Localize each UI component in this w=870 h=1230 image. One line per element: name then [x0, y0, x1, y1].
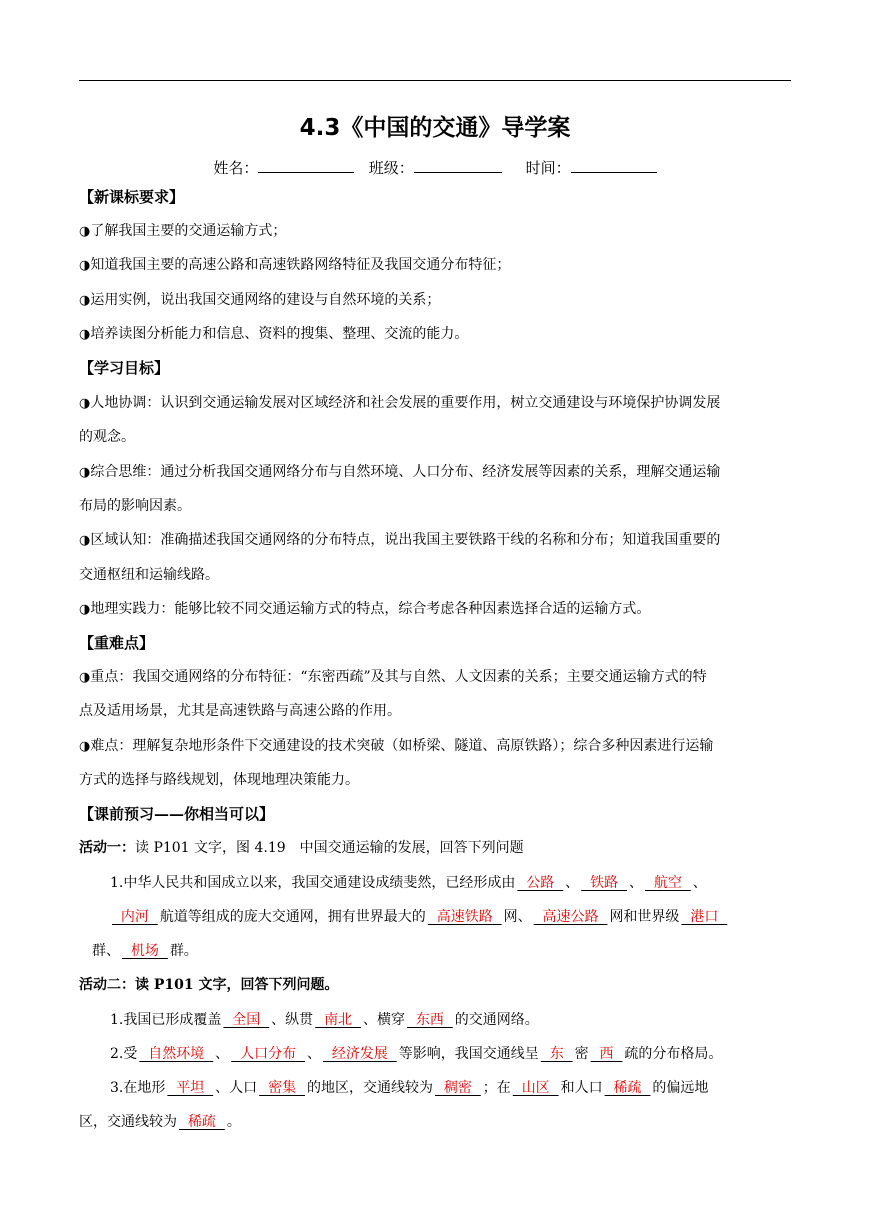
section-heading-keypoints: 【重难点】	[79, 634, 155, 652]
answer-blank: 港口	[681, 909, 728, 925]
bullet-icon: ◑	[79, 327, 91, 342]
separator: 、	[215, 1046, 230, 1062]
activity-one-q1-line1	[110, 872, 830, 894]
answer-blank: 南北	[315, 1012, 361, 1028]
activity-one-heading	[79, 837, 799, 859]
goal-text-cont: 布局的影响因素。	[79, 498, 191, 514]
question-text: 3.在地形	[110, 1080, 166, 1096]
activity-two-heading: 活动二：读 P101 文字，回答下列问题。	[79, 977, 339, 993]
answer-blank: 西	[590, 1046, 623, 1062]
class-label: 班级：	[368, 159, 414, 177]
name-blank[interactable]	[258, 156, 354, 173]
question-text: 网、	[503, 909, 532, 925]
question-text: 疏的分布格局。	[624, 1046, 723, 1062]
activity-two-q2	[110, 1043, 830, 1065]
answer-blank: 东西	[406, 1012, 453, 1028]
keypoint-item	[79, 735, 799, 758]
bullet-icon: ◑	[79, 533, 91, 548]
question-text: 航道等组成的庞大交通网，拥有世界最大的	[159, 909, 426, 925]
answer-blank: 东	[540, 1046, 573, 1062]
question-text: 密	[574, 1046, 589, 1062]
activity-one-label: 活动一：	[79, 840, 135, 856]
goal-text: 人地协调：认识到交通运输发展对区域经济和社会发展的重要作用，树立交通建设与环境保护协调发展	[90, 395, 721, 411]
separator: 、	[306, 1046, 321, 1062]
goal-text-cont: 的观念。	[79, 429, 135, 445]
section-heading-preview: 【课前预习——你相当可以】	[79, 805, 275, 823]
keypoint-text-cont: 点及适用场景，尤其是高速铁路与高速公路的作用。	[79, 703, 401, 719]
requirement-text: 培养读图分析能力和信息、资料的搜集、整理、交流的能力。	[90, 326, 469, 342]
answer-blank: 稀疏	[604, 1080, 651, 1096]
question-text: 1.我国已形成覆盖	[110, 1012, 222, 1028]
answer-blank: 密集	[259, 1080, 305, 1096]
requirement-text: 知道我国主要的高速公路和高速铁路网络特征及我国交通分布特征；	[90, 257, 511, 273]
bullet-icon: ◑	[79, 739, 91, 754]
goal-text-cont: 交通枢纽和运输线路。	[79, 567, 219, 583]
goal-item	[79, 392, 799, 415]
keypoint-text: 重点：我国交通网络的分布特征：“东密西疏”及其与自然、人文因素的关系；主要交通运输方式的特	[90, 669, 707, 685]
question-text: 和人口	[560, 1080, 603, 1096]
answer-blank: 高速公路	[533, 909, 608, 925]
answer-blank: 铁路	[581, 875, 627, 891]
time-label: 时间：	[525, 159, 571, 177]
header-rule	[79, 80, 791, 81]
answer-blank: 平坦	[167, 1080, 214, 1096]
goal-item	[79, 598, 799, 621]
section-heading-requirements: 【新课标要求】	[79, 188, 185, 206]
question-text: 、人口	[215, 1080, 258, 1096]
goal-item	[79, 461, 799, 484]
activity-two-q3-line1	[110, 1077, 830, 1099]
answer-blank: 全国	[223, 1012, 270, 1028]
class-blank[interactable]	[414, 156, 502, 173]
goal-text: 综合思维：通过分析我国交通网络分布与自然环境、人口分布、经济发展等因素的关系，理解交通运输	[90, 464, 721, 480]
activity-one-q1-line2	[110, 906, 830, 928]
answer-blank: 高速铁路	[427, 909, 502, 925]
question-text: 群。	[169, 943, 198, 959]
activity-one-text: 读 P101 文字，图 4.19 中国交通运输的发展，回答下列问题	[135, 840, 524, 856]
goal-text: 区域认知：准确描述我国交通网络的分布特点，说出我国主要铁路干线的名称和分布；知道我国重要的	[90, 532, 721, 548]
question-text: 网和世界级	[609, 909, 680, 925]
keypoint-item	[79, 666, 799, 689]
question-text: 群、	[92, 943, 120, 959]
activity-two-q1	[110, 1009, 830, 1031]
question-text: 的偏远地	[652, 1080, 709, 1096]
section-heading-goals: 【学习目标】	[79, 359, 170, 377]
bullet-icon: ◑	[79, 465, 91, 480]
question-text: 。	[226, 1114, 241, 1130]
bullet-icon: ◑	[79, 396, 91, 411]
question-text: 的地区，交通线较为	[306, 1080, 433, 1096]
requirement-text: 运用实例，说出我国交通网络的建设与自然环境的关系；	[90, 292, 441, 308]
bullet-icon: ◑	[79, 670, 91, 685]
question-text: 1.中华人民共和国成立以来，我国交通建设成绩斐然，已经形成由	[110, 875, 516, 891]
answer-blank: 自然环境	[139, 1046, 214, 1062]
answer-blank: 航空	[644, 875, 691, 891]
question-text: 等影响，我国交通线呈	[398, 1046, 539, 1062]
question-text: 的交通网络。	[454, 1012, 539, 1028]
answer-blank: 山区	[512, 1080, 559, 1096]
requirement-item	[79, 220, 799, 243]
answer-blank: 经济发展	[322, 1046, 397, 1062]
requirement-text: 了解我国主要的交通运输方式；	[90, 223, 287, 239]
requirement-item	[79, 323, 799, 346]
activity-one-q1-line3	[92, 940, 812, 962]
bullet-icon: ◑	[79, 224, 91, 239]
time-blank[interactable]	[571, 156, 657, 173]
page-title: 4.3《中国的交通》导学案	[299, 115, 571, 141]
name-label: 姓名：	[213, 159, 259, 177]
question-text: 2.受	[110, 1046, 138, 1062]
question-text: 、纵贯	[271, 1012, 314, 1028]
separator: 、	[628, 875, 643, 891]
separator: 、	[565, 875, 580, 891]
requirement-item	[79, 289, 799, 312]
separator: 、	[692, 875, 707, 891]
keypoint-text-cont: 方式的选择与路线规划，体现地理决策能力。	[79, 772, 359, 788]
goal-item	[79, 529, 799, 552]
answer-blank: 内河	[112, 909, 158, 925]
student-info-row	[0, 156, 870, 180]
question-text: ；在	[482, 1080, 511, 1096]
requirement-item	[79, 254, 799, 277]
bullet-icon: ◑	[79, 293, 91, 308]
bullet-icon: ◑	[79, 258, 91, 273]
answer-blank: 稠密	[434, 1080, 481, 1096]
goal-text: 地理实践力：能够比较不同交通运输方式的特点，综合考虑各种因素选择合适的运输方式。	[90, 601, 651, 617]
activity-two-q3-line2	[79, 1111, 799, 1133]
answer-blank: 稀疏	[179, 1114, 225, 1130]
question-text: 区，交通线较为	[79, 1114, 177, 1130]
answer-blank: 机场	[122, 943, 168, 959]
question-text: 、横穿	[362, 1012, 405, 1028]
answer-blank: 公路	[517, 875, 564, 891]
bullet-icon: ◑	[79, 602, 91, 617]
answer-blank: 人口分布	[231, 1046, 305, 1062]
keypoint-text: 难点：理解复杂地形条件下交通建设的技术突破（如桥梁、隧道、高原铁路）；综合多种因素进行运输	[90, 738, 714, 754]
